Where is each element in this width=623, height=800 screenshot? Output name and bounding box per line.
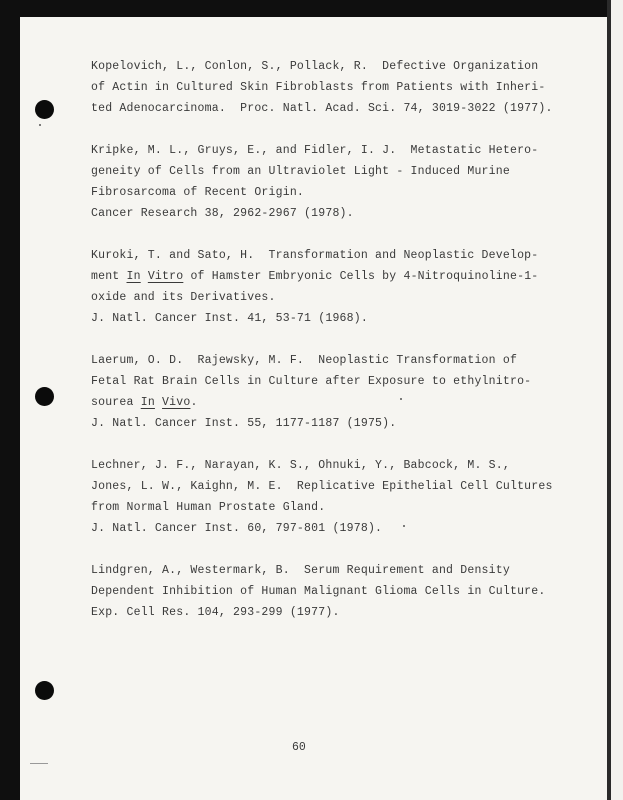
reference-line: Lindgren, A., Westermark, B. Serum Requirement and Density — [91, 564, 510, 577]
text-segment: ment — [91, 270, 127, 283]
underlined-term: Vitro — [147, 270, 184, 283]
scan-speck — [39, 124, 41, 126]
reference-line: Kuroki, T. and Sato, H. Transformation and Neoplastic Develop- — [91, 249, 539, 262]
reference-line: Fetal Rat Brain Cells in Culture after Exposure to ethylnitro- — [91, 375, 532, 388]
text-segment: of Hamster Embryonic Cells by 4-Nitroquinoline-1- — [183, 270, 539, 283]
underlined-term: In — [140, 396, 155, 409]
reference-line: ted Adenocarcinoma. Proc. Natl. Acad. Sci. 74, 3019-3022 (1977). — [91, 102, 553, 115]
page-number: 60 — [292, 741, 306, 754]
reference-line — [91, 266, 551, 287]
reference-entry — [91, 56, 551, 119]
reference-line: Fibrosarcoma of Recent Origin. — [91, 186, 305, 199]
page-gap-shadow — [607, 0, 611, 800]
reference-line: from Normal Human Prostate Gland. — [91, 501, 326, 514]
reference-list — [91, 56, 551, 644]
reference-line: Kopelovich, L., Conlon, S., Pollack, R. Defective Organization — [91, 60, 539, 73]
reference-line: Lechner, J. F., Narayan, K. S., Ohnuki, Y., Babcock, M. S., — [91, 459, 510, 472]
reference-line — [91, 392, 551, 413]
reference-line: of Actin in Cultured Skin Fibroblasts from Patients with Inheri- — [91, 81, 546, 94]
binder-hole-top — [35, 100, 54, 119]
reference-line: Exp. Cell Res. 104, 293-299 (1977). — [91, 606, 340, 619]
underlined-term: Vivo — [162, 396, 191, 409]
underlined-term: In — [126, 270, 141, 283]
reference-line: Jones, L. W., Kaighn, M. E. Replicative Epithelial Cell Cultures — [91, 480, 553, 493]
reference-line: geneity of Cells from an Ultraviolet Light - Induced Murine — [91, 165, 510, 178]
binder-hole-bottom — [35, 681, 54, 700]
reference-line: Kripke, M. L., Gruys, E., and Fidler, I. J. Metastatic Hetero- — [91, 144, 539, 157]
reference-line: Dependent Inhibition of Human Malignant Glioma Cells in Culture. — [91, 585, 546, 598]
reference-entry — [91, 560, 551, 623]
reference-entry — [91, 245, 551, 329]
reference-line: Cancer Research 38, 2962-2967 (1978). — [91, 207, 354, 220]
reference-entry — [91, 140, 551, 224]
reference-entry — [91, 350, 551, 434]
reference-line: J. Natl. Cancer Inst. 60, 797-801 (1978). — [91, 522, 383, 535]
reference-line: J. Natl. Cancer Inst. 41, 53-71 (1968). — [91, 312, 368, 325]
scan-mark — [30, 763, 48, 764]
reference-entry — [91, 455, 551, 539]
text-segment — [141, 270, 148, 283]
reference-line: oxide and its Derivatives. — [91, 291, 276, 304]
binder-hole-middle — [35, 387, 54, 406]
text-segment — [155, 396, 162, 409]
reference-line: J. Natl. Cancer Inst. 55, 1177-1187 (1975). — [91, 417, 397, 430]
reference-line: Laerum, O. D. Rajewsky, M. F. Neoplastic Transformation of — [91, 354, 518, 367]
text-segment: . — [190, 396, 198, 409]
text-segment: sourea — [91, 396, 141, 409]
